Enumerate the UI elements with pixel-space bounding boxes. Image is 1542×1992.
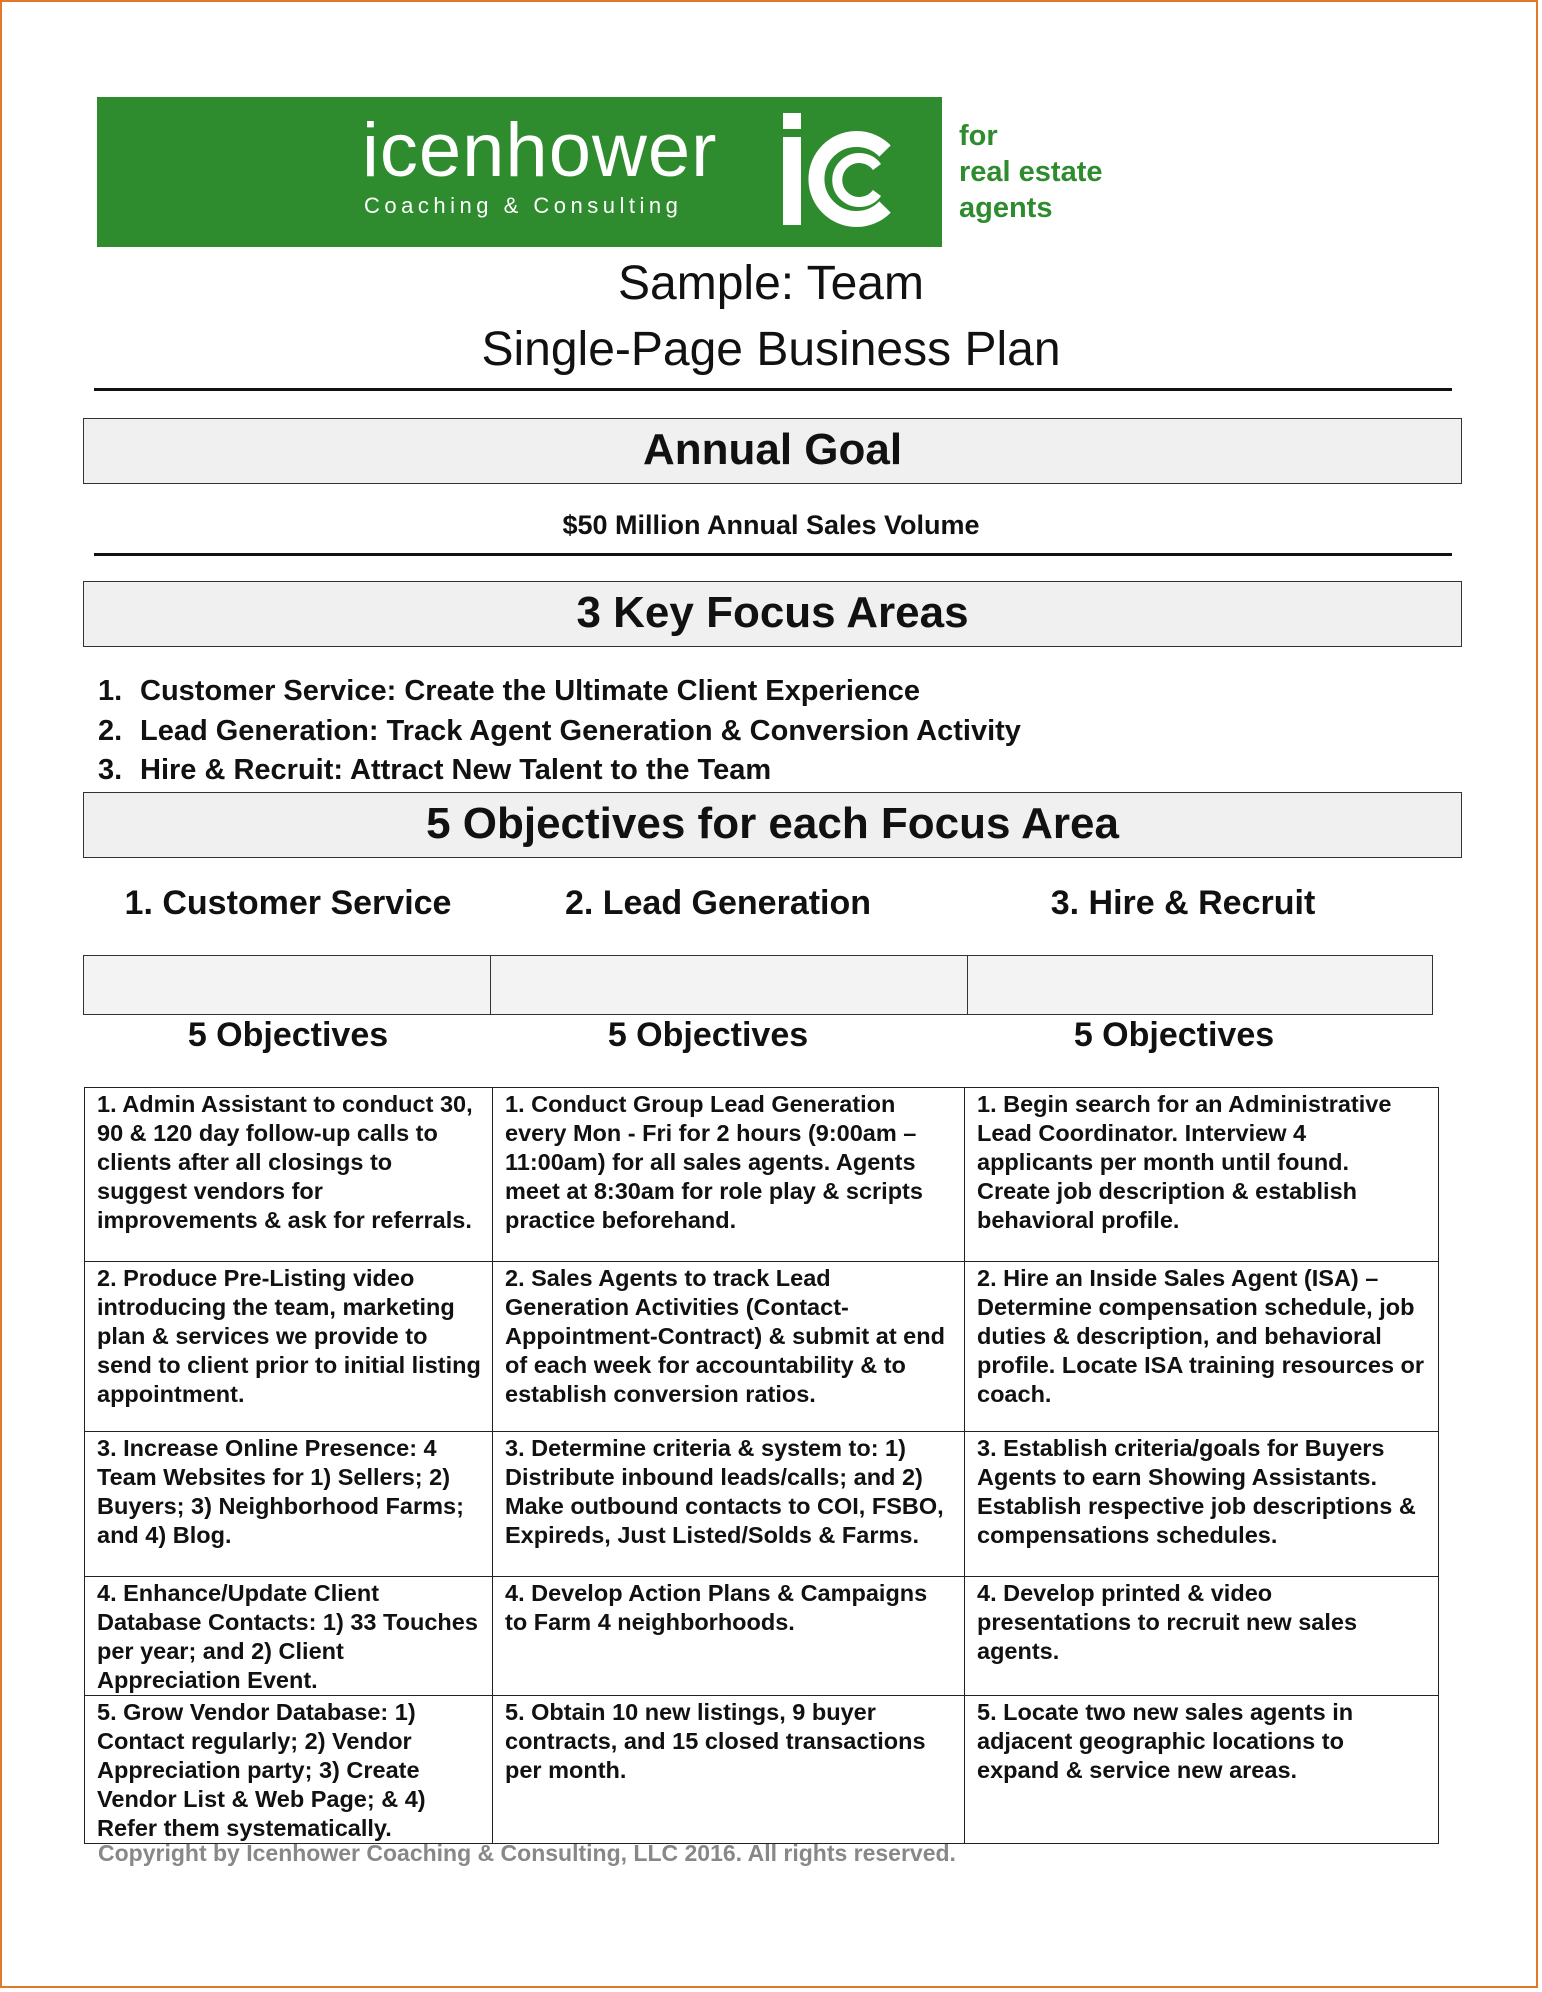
focus-areas-heading: 3 Key Focus Areas <box>83 581 1462 647</box>
table-cell: 1. Begin search for an Administrative Lead Coordinator. Interview 4 applicants per month until found. Create job description & establish behavioral profile. <box>965 1088 1439 1262</box>
blank-header-row <box>83 955 1433 1015</box>
list-item: 2. Lead Generation: Track Agent Generation & Conversion Activity <box>98 714 1021 747</box>
page-title: Sample: Team <box>618 257 924 310</box>
table-cell: 4. Develop Action Plans & Campaigns to Farm 4 neighborhoods. <box>493 1577 965 1696</box>
table-cell: 1. Admin Assistant to conduct 30, 90 & 120 day follow-up calls to clients after all closings to suggest vendors for improvements & ask for referrals. <box>85 1088 493 1262</box>
table-cell: 3. Establish criteria/goals for Buyers Agents to earn Showing Assistants. Establish respective job descriptions & compensations schedules. <box>965 1432 1439 1577</box>
table-cell: 2. Hire an Inside Sales Agent (ISA) – Determine compensation schedule, job duties & description, and behavioral profile. Locate ISA training resources or coach. <box>965 1262 1439 1432</box>
column-title-customer-service: 1. Customer Service <box>124 884 452 922</box>
list-item: 3. Hire & Recruit: Attract New Talent to the Team <box>98 754 772 786</box>
table-cell: 1. Conduct Group Lead Generation every Mon - Fri for 2 hours (9:00am – 11:00am) for all sales agents. Agents meet at 8:30am for role play & scripts practice beforehand. <box>493 1088 965 1262</box>
divider <box>94 388 1452 391</box>
table-row <box>85 1262 1439 1432</box>
table-row <box>85 1696 1439 1844</box>
brand-tagline <box>959 118 1103 226</box>
column-title-lead-generation: 2. Lead Generation <box>564 884 872 922</box>
objectives-table <box>84 1087 1439 1844</box>
table-cell: 5. Obtain 10 new listings, 9 buyer contracts, and 15 closed transactions per month. <box>493 1696 965 1844</box>
table-row <box>85 1577 1439 1696</box>
blank-cell <box>84 956 491 1014</box>
table-cell: 3. Determine criteria & system to: 1) Distribute inbound leads/calls; and 2) Make outbound contacts to COI, FSBO, Expireds, Just Listed/Solds & Farms. <box>493 1432 965 1577</box>
table-cell: 2. Produce Pre-Listing video introducing the team, marketing plan & services we provide to send to client prior to initial listing appointment. <box>85 1262 493 1432</box>
objectives-subheading: 5 Objectives <box>1073 1016 1275 1054</box>
focus-areas-list <box>98 672 1021 791</box>
objectives-subheading: 5 Objectives <box>187 1016 389 1054</box>
table-row <box>85 1432 1439 1577</box>
list-item: 1. Customer Service: Create the Ultimate Client Experience <box>98 675 921 707</box>
table-cell: 3. Increase Online Presence: 4 Team Websites for 1) Sellers; 2) Buyers; 3) Neighborhood Farms; and 4) Blog. <box>85 1432 493 1577</box>
page-subtitle: Single-Page Business Plan <box>481 323 1061 376</box>
brand-subtitle: Coaching & Consulting <box>364 193 683 218</box>
objectives-subheading: 5 Objectives <box>607 1016 809 1054</box>
column-title-hire-recruit: 3. Hire & Recruit <box>1050 884 1316 922</box>
ic-logo-mark-icon <box>777 111 897 231</box>
tagline-line: for <box>959 120 998 152</box>
divider <box>94 553 1452 556</box>
table-cell: 5. Grow Vendor Database: 1) Contact regularly; 2) Vendor Appreciation party; 3) Create Vendor List & Web Page; & 4) Refer them systematically. <box>85 1696 493 1844</box>
annual-goal-heading: Annual Goal <box>83 418 1462 484</box>
brand-logo-banner <box>97 97 942 247</box>
table-cell: 2. Sales Agents to track Lead Generation Activities (Contact-Appointment-Contract) & submit at end of each week for accountability & to establish conversion ratios. <box>493 1262 965 1432</box>
tagline-line: real estate <box>959 156 1103 188</box>
tagline-line: agents <box>959 192 1053 224</box>
blank-cell <box>491 956 967 1014</box>
brand-name: icenhower <box>362 108 718 193</box>
blank-cell <box>968 956 1432 1014</box>
table-cell: 4. Enhance/Update Client Database Contacts: 1) 33 Touches per year; and 2) Client Appreciation Event. <box>85 1577 493 1696</box>
objectives-heading: 5 Objectives for each Focus Area <box>83 792 1462 858</box>
table-row <box>85 1088 1439 1262</box>
table-cell: 5. Locate two new sales agents in adjacent geographic locations to expand & service new areas. <box>965 1696 1439 1844</box>
annual-goal-text: $50 Million Annual Sales Volume <box>562 510 980 540</box>
table-cell: 4. Develop printed & video presentations to recruit new sales agents. <box>965 1577 1439 1696</box>
copyright-notice: Copyright by Icenhower Coaching & Consulting, LLC 2016. All rights reserved. <box>98 1840 956 1866</box>
